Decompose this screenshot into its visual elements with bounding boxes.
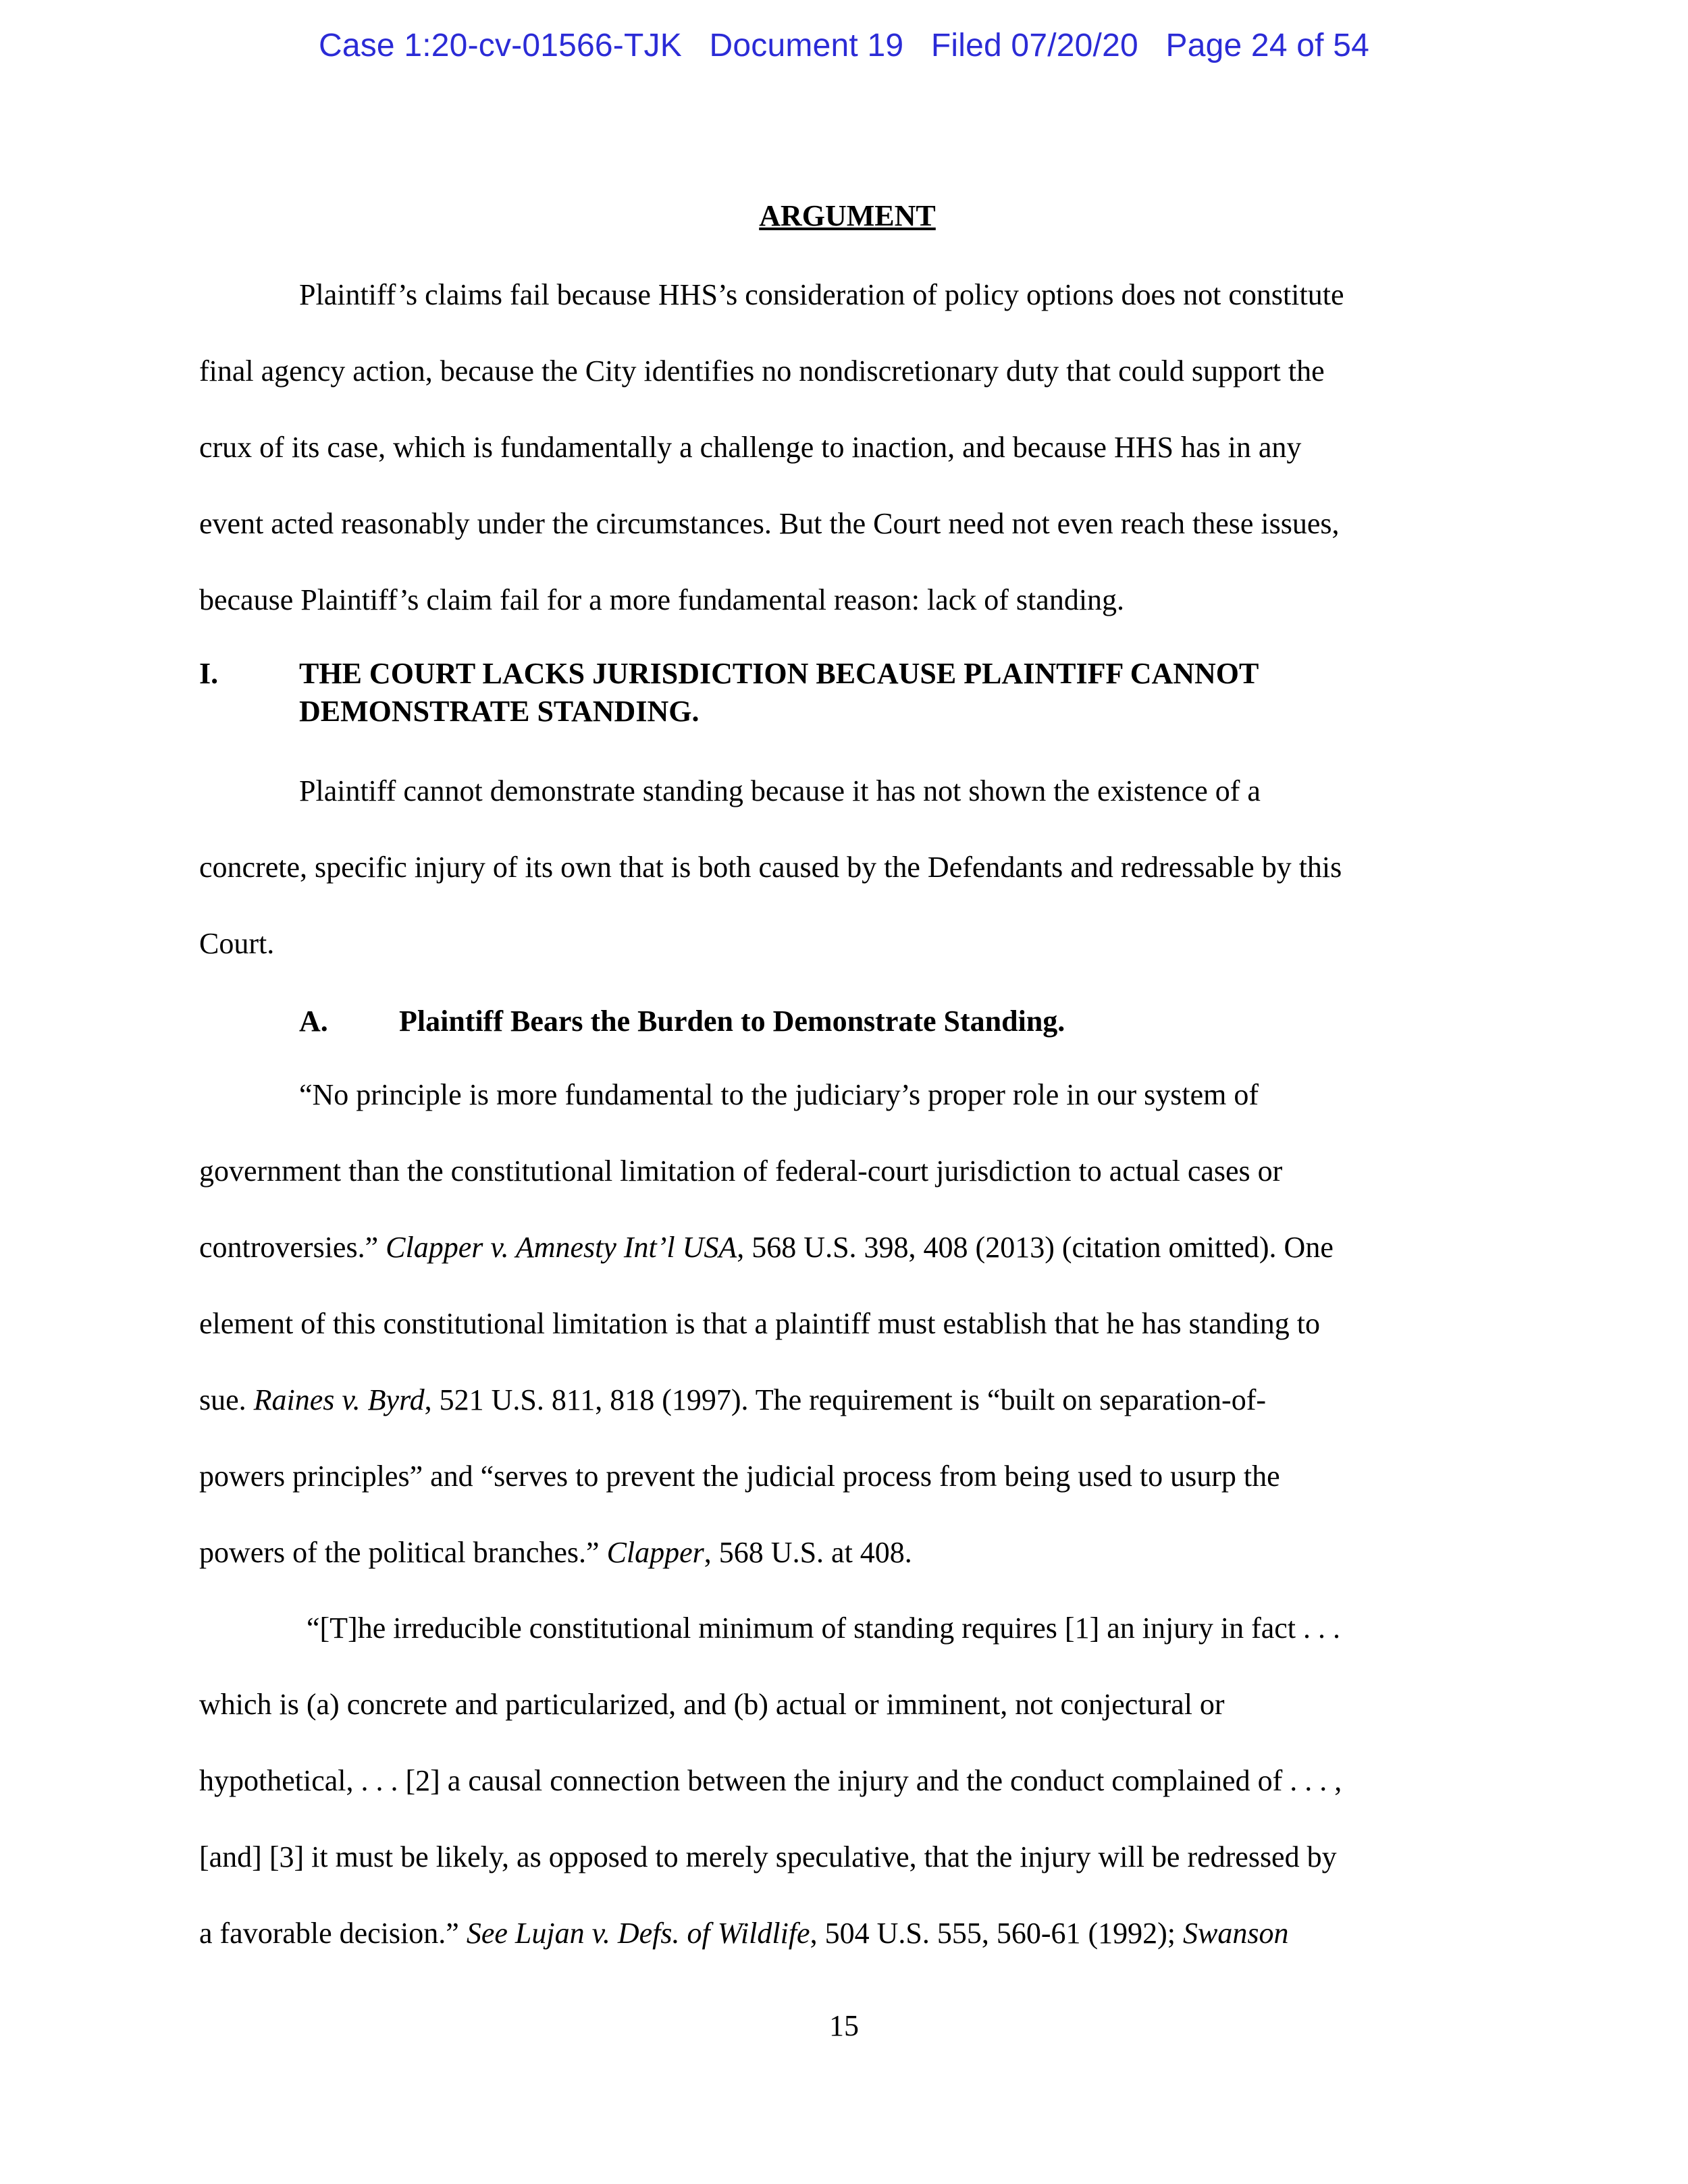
- text-line: [199, 1209, 1496, 1285]
- section-number: I.: [199, 657, 219, 690]
- text-line: Court.: [199, 927, 275, 960]
- text-run: , 568 U.S. 398, 408 (2013) (citation omitted). One: [737, 1231, 1334, 1264]
- text-line: [199, 1514, 1496, 1591]
- subsection-number: A.: [299, 1005, 328, 1038]
- header-filed-date: Filed 07/20/20: [930, 28, 1138, 63]
- text-line: because Plaintiff’s claim fail for a more fundamental reason: lack of standing.: [199, 583, 1125, 616]
- section-title-line: THE COURT LACKS JURISDICTION BECAUSE PLAINTIFF CANNOT: [299, 657, 1259, 690]
- text-line: “No principle is more fundamental to the judiciary’s proper role in our system of: [299, 1078, 1259, 1111]
- text-line: [199, 1362, 1496, 1438]
- text-run: a favorable decision.”: [199, 1917, 467, 1950]
- paragraph-4: [199, 1590, 1496, 1971]
- subsection-title: Plaintiff Bears the Burden to Demonstrate Standing.: [399, 1005, 1065, 1038]
- text-line: concrete, specific injury of its own that is both caused by the Defendants and redressable by this: [199, 851, 1342, 884]
- paragraph-3: [199, 1057, 1496, 1591]
- case-citation: Raines v. Byrd: [253, 1383, 425, 1416]
- case-citation: Swanson: [1183, 1917, 1289, 1950]
- text-run: sue.: [199, 1383, 254, 1416]
- case-citation: See Lujan v. Defs. of Wildlife: [466, 1917, 810, 1950]
- text-line: hypothetical, . . . [2] a causal connection between the injury and the conduct complained of . . . ,: [199, 1764, 1342, 1797]
- header-page: Page 24 of 54: [1165, 28, 1370, 63]
- text-line: element of this constitutional limitation is that a plaintiff must establish that he has standing to: [199, 1307, 1320, 1340]
- text-line: event acted reasonably under the circumstances. But the Court need not even reach these issues,: [199, 507, 1340, 540]
- text-line: government than the constitutional limitation of federal-court jurisdiction to actual cases or: [199, 1154, 1283, 1188]
- text-run: , 504 U.S. 555, 560-61 (1992);: [810, 1917, 1184, 1950]
- text-line: [199, 1895, 1496, 1971]
- argument-heading: ARGUMENT: [759, 199, 936, 232]
- text-line: powers principles” and “serves to prevent the judicial process from being used to usurp the: [199, 1460, 1280, 1493]
- text-line: which is (a) concrete and particularized, and (b) actual or imminent, not conjectural or: [199, 1688, 1225, 1721]
- text-line: [and] [3] it must be likely, as opposed to merely speculative, that the injury will be redressed by: [199, 1840, 1337, 1873]
- paragraph-1: [199, 257, 1496, 638]
- text-run: , 568 U.S. at 408.: [704, 1536, 912, 1569]
- text-run: , 521 U.S. 811, 818 (1997). The requirement is “built on separation-of-: [424, 1383, 1266, 1416]
- text-run: powers of the political branches.”: [199, 1536, 607, 1569]
- text-line: “[T]he irreducible constitutional minimum of standing requires [1] an injury in fact . . .: [299, 1612, 1341, 1645]
- text-line: crux of its case, which is fundamentally a challenge to inaction, and because HHS has in any: [199, 431, 1302, 464]
- section-title-line: DEMONSTRATE STANDING.: [299, 695, 700, 728]
- text-line: Plaintiff cannot demonstrate standing because it has not shown the existence of a: [299, 774, 1261, 807]
- header-document: Document 19: [709, 28, 904, 63]
- text-line: final agency action, because the City identifies no nondiscretionary duty that could support the: [199, 354, 1325, 388]
- text-run: controversies.”: [199, 1231, 386, 1264]
- case-citation: Clapper: [606, 1536, 704, 1569]
- paragraph-2: [199, 753, 1496, 982]
- case-citation: Clapper v. Amnesty Int’l USA: [386, 1231, 737, 1264]
- header-case-number: Case 1:20-cv-01566-TJK: [318, 28, 682, 63]
- case-header: [0, 27, 1688, 64]
- page-number: 15: [829, 2009, 859, 2042]
- text-line: Plaintiff’s claims fail because HHS’s consideration of policy options does not constitute: [299, 278, 1344, 311]
